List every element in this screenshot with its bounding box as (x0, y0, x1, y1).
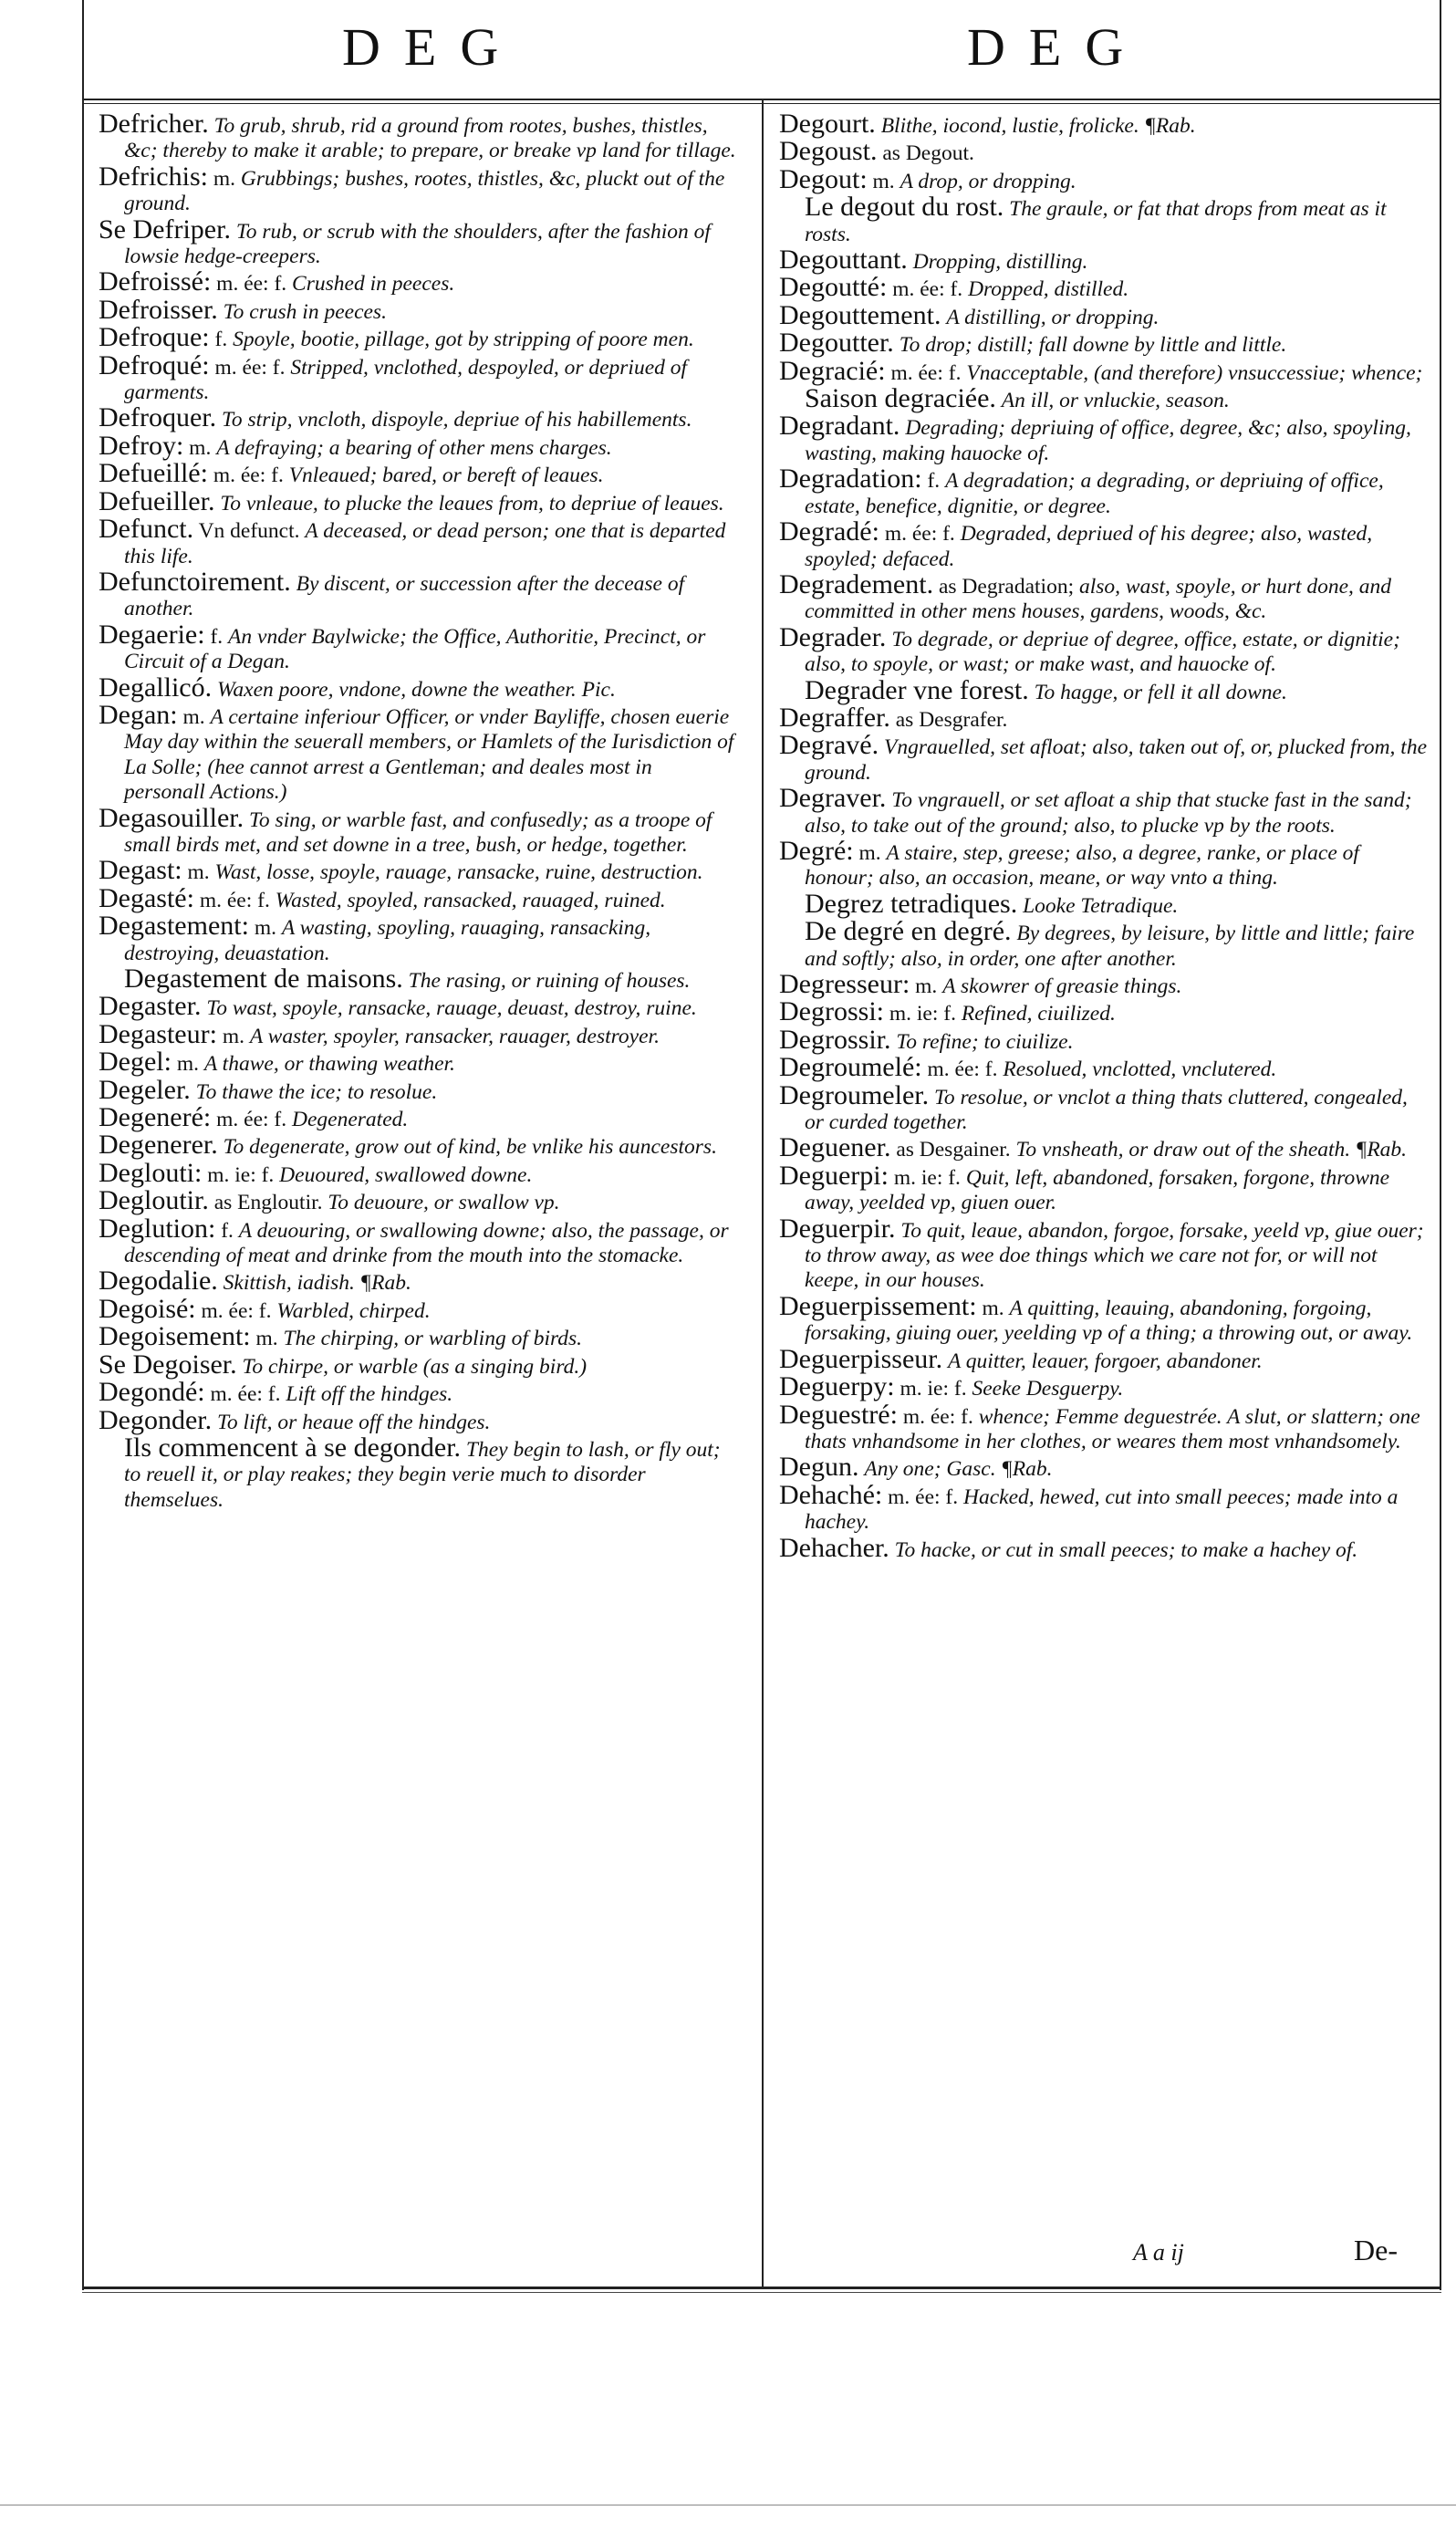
grammar-note: f. (214, 328, 228, 352)
grammar-note: m. ée: f. (884, 522, 955, 547)
dictionary-entry (99, 913, 737, 966)
headword: Defrichis: (99, 161, 208, 192)
headword: Degel: (99, 1047, 172, 1078)
headword: Degraver. (779, 783, 887, 814)
bottom-rule (82, 2287, 1441, 2289)
grammar-note: m. (182, 704, 205, 729)
headword: Degrossir. (779, 1024, 891, 1055)
dictionary-entry (779, 163, 1429, 194)
definition: Stripped, vnclothed, despoyled, or depriued of garments. (124, 355, 688, 405)
grammar-note: m. (872, 169, 895, 193)
headword: Se Defriper. (99, 214, 231, 245)
dictionary-entry (779, 299, 1429, 330)
grammar-note: m. ie: f. (893, 1165, 961, 1190)
dictionary-entry (779, 1479, 1429, 1536)
grammar-note: m. ée: f. (892, 277, 963, 302)
definition: Vnleaued; bared, or bereft of leaues. (288, 464, 604, 488)
definition: Blithe, iocond, lustie, frolicke. ¶Rab. (880, 114, 1196, 138)
definition: Degraded, depriued of his degree; also, wasted, spoyled; defaced. (805, 522, 1373, 571)
dictionary-entry (99, 266, 737, 297)
definition: Vnacceptable, (and therefore) vnsuccessiue; whence; (966, 360, 1423, 385)
dictionary-entry (779, 1160, 1429, 1216)
definition: Deuoured, swallowed downe. (279, 1162, 533, 1187)
definition: Seeke Desguerpy. (972, 1377, 1124, 1401)
grammar-note: m. (858, 840, 881, 865)
dictionary-entry (99, 966, 737, 994)
definition: Crushed in peeces. (292, 272, 455, 297)
headword: Degasté: (99, 882, 194, 913)
dictionary-entry (779, 413, 1429, 466)
definition: To hagge, or fell it all downe. (1034, 680, 1287, 704)
headword: Degan: (99, 699, 178, 730)
dictionary-entry (779, 621, 1429, 678)
grammar-note: m. (222, 1024, 244, 1048)
definition: To crush in peeces. (223, 299, 387, 324)
definition: To wast, spoyle, ransacke, rauage, deuast, destroy, ruine. (206, 996, 697, 1021)
grammar-note: m. (254, 916, 276, 941)
headword: Degallicó. (99, 672, 213, 703)
grammar-note: m. ée: f. (213, 464, 284, 488)
definition: To vnsheath, or draw out of the sheath. ¶Rab. (1015, 1138, 1408, 1162)
headword: Deguestré: (779, 1399, 898, 1430)
definition: The graule, or fat that drops from meat as it rosts. (805, 197, 1387, 246)
grammar-note: m. ée: f. (214, 355, 286, 380)
definition: The chirping, or warbling of birds. (283, 1327, 583, 1351)
headword: Defroquer. (99, 402, 217, 433)
headword: Deguerpissement: (779, 1290, 977, 1321)
dictionary-entry (99, 1377, 737, 1408)
definition: Waxen poore, vndone, downe the weather. Pic. (217, 677, 616, 702)
headword: Degonder. (99, 1404, 213, 1435)
dictionary-entry (99, 161, 737, 217)
definition: Wast, losse, spoyle, rauage, ransacke, ruine, destruction. (214, 860, 703, 885)
dictionary-entry (779, 674, 1429, 705)
definition: Wasted, spoyled, ransacked, rauaged, ruined. (275, 888, 666, 912)
definition: To refine; to ciuilize. (896, 1029, 1074, 1054)
definition: Degrading; depriuing of office, degree, &c; also, spoyling, wasting, making hauocke of. (805, 416, 1411, 465)
definition: To resolue, or vnclot a thing thats cluttered, congealed, or curded together. (805, 1085, 1408, 1135)
dictionary-entry (99, 214, 737, 270)
headword: Degradant. (779, 411, 900, 442)
headword: Degrez tetradiques. (805, 888, 1018, 919)
dictionary-entry (779, 702, 1429, 733)
signature-mark: A a ij (1133, 2239, 1184, 2266)
dictionary-entry (779, 730, 1429, 786)
definition: A distilling, or dropping. (946, 305, 1160, 329)
definition: To hacke, or cut in small peeces; to make a hachey of. (894, 1537, 1358, 1562)
headword: Ils commencent à se degonder. (124, 1432, 462, 1463)
right-border-rule (1440, 0, 1441, 2290)
definition: Hacked, hewed, cut into small peeces; made into a hachey. (805, 1484, 1399, 1535)
headword: Degrader. (779, 621, 887, 652)
dictionary-entry (99, 619, 737, 675)
definition: To vngrauell, or set afloat a ship that stucke fast in the sand; also, to take out of the ground; also, to plucke vp by the roots. (805, 788, 1412, 838)
dictionary-entry (779, 783, 1429, 839)
headword: Degraffer. (779, 702, 890, 733)
definition: To rub, or scrub with the shoulders, after the fashion of lowsie hedge-creepers. (124, 219, 711, 269)
headword: Degaerie: (99, 619, 205, 650)
grammar-note: m. ée: f. (216, 1108, 287, 1132)
dictionary-entry (779, 111, 1429, 139)
headword: Degondé: (99, 1377, 205, 1408)
headword: Degeneré: (99, 1102, 212, 1133)
grammar-note: m. ée: f. (201, 1298, 272, 1323)
definition: A deuouring, or swallowing downe; also, the passage, or descending of meat and drinke from the mouth into the stomacke. (124, 1218, 729, 1268)
grammar-note: f. (927, 469, 941, 494)
headword: Deguerpir. (779, 1213, 896, 1244)
headword: Degastement de maisons. (124, 964, 403, 994)
headword: Degouttant. (779, 245, 908, 276)
definition: A drop, or dropping. (900, 169, 1076, 193)
definition: An vnder Baylwicke; the Office, Authoritie, Precinct, or Circuit of a Degan. (124, 624, 706, 674)
dictionary-entry (99, 1432, 737, 1513)
grammar-note: m. (982, 1296, 1004, 1320)
grammar-note: m. ie: f. (889, 1002, 956, 1026)
definition: Dropped, distilled. (968, 277, 1129, 302)
grammar-note: m. (187, 860, 210, 885)
headword: Degoisé: (99, 1293, 196, 1324)
definition: To chirpe, or warble (as a singing bird.) (242, 1354, 588, 1379)
headword: Defueiller. (99, 485, 215, 516)
headword: Le degout du rost. (805, 192, 1004, 223)
grammar-note: Vn defunct. (198, 519, 300, 544)
grammar-note: f. (210, 624, 224, 649)
dictionary-entry (99, 1321, 737, 1352)
definition: A waster, spoyler, ransacker, rauager, destroyer. (249, 1024, 660, 1048)
definition: To sing, or warble fast, and confusedly; as a troope of small birds met, and set downe in a tree, bush, or hedge, together. (124, 807, 712, 857)
catchword: De- (1354, 2234, 1398, 2266)
dictionary-entry (779, 1371, 1429, 1402)
headword: Defroqué: (99, 349, 210, 380)
headword: Degroumelé: (779, 1052, 922, 1083)
left-border-rule (82, 0, 84, 2290)
dictionary-entry (779, 1024, 1429, 1055)
definition: To grub, shrub, rid a ground from rootes, bushes, thistles, &c; thereby to make it arable; to prepare, or breake vp land for tillage. (124, 114, 736, 163)
definition: To quit, leaue, abandon, forgoe, forsake, yeeld vp, giue ouer; to throw away, as wee doe things which we care not for, or will not keepe, in our houses. (805, 1218, 1424, 1293)
headword: Defueillé: (99, 458, 208, 489)
bottom-rule-inner (82, 2292, 1441, 2293)
dictionary-entry (779, 355, 1429, 386)
dictionary-entry (779, 1290, 1429, 1347)
dictionary-entry (99, 882, 737, 913)
definition: A degradation; a degrading, or depriuing of office, estate, benefice, dignitie, or degree. (805, 469, 1384, 518)
dictionary-entry (779, 272, 1429, 303)
headword: Degeler. (99, 1074, 191, 1105)
headword: Se Degoiser. (99, 1349, 237, 1380)
dictionary-entry (99, 1213, 737, 1269)
dictionary-entry (779, 996, 1429, 1027)
dictionary-entry (99, 855, 737, 886)
dictionary-entry (99, 111, 737, 164)
dictionary-entry (779, 1343, 1429, 1374)
dictionary-entry (99, 802, 737, 859)
definition: A deceased, or dead person; one that is departed this life. (124, 519, 726, 568)
definition: Vngrauelled, set afloat; also, taken out of, or, plucked from, the ground. (805, 735, 1428, 785)
headword: Deguerpi: (779, 1160, 889, 1191)
dictionary-entry (99, 458, 737, 489)
headword: Degradement. (779, 568, 934, 599)
definition: To strip, vncloth, dispoyle, depriue of his habillements. (222, 408, 692, 432)
definition: A staire, step, greese; also, a degree, ranke, or place of honour; also, an occasion, meane, or way vnto a thing. (805, 840, 1359, 891)
headword: Deguener. (779, 1132, 891, 1163)
dictionary-entry (99, 566, 737, 622)
headword: Degoutté: (779, 272, 888, 303)
definition: Grubbings; bushes, rootes, thistles, &c, pluckt out of the ground. (124, 166, 725, 216)
headword: Dehaché: (779, 1479, 883, 1510)
dictionary-entry (99, 294, 737, 325)
dictionary-page (82, 0, 1441, 2521)
headword: Defunct. (99, 514, 194, 545)
headword: Degradation: (779, 464, 922, 495)
dictionary-entry (779, 516, 1429, 572)
dictionary-entry (99, 349, 737, 406)
definition: Lift off the hindges. (286, 1382, 453, 1407)
dictionary-entry (779, 916, 1429, 972)
dictionary-entry (779, 330, 1429, 358)
grammar-note: m. (176, 1052, 199, 1077)
headword: Saison degraciée. (805, 383, 996, 414)
headword: Defunctoirement. (99, 566, 291, 597)
grammar-note: m. (189, 435, 212, 460)
dictionary-entry (99, 516, 737, 569)
dictionary-entry (99, 1157, 737, 1188)
headword: Degravé. (779, 730, 879, 761)
dictionary-entry (779, 466, 1429, 519)
headword: Degast: (99, 855, 182, 886)
definition: To deuoure, or swallow vp. (328, 1191, 560, 1215)
grammar-note: m. (915, 974, 938, 998)
headword: Dehacher. (779, 1532, 889, 1563)
dictionary-entry (99, 1293, 737, 1324)
headword: Degoust. (779, 136, 878, 167)
headword: Degoisement: (99, 1321, 251, 1352)
grammar-note: m. ée: f. (890, 360, 962, 385)
grammar-note: m. ie: f. (207, 1162, 275, 1187)
column-divider (762, 99, 764, 2288)
grammar-note: as Engloutir. (213, 1191, 323, 1215)
headword: Degourt. (779, 109, 876, 139)
definition: By degrees, by leisure, by little and little; faire and softly; also, in order, one after another. (805, 922, 1415, 971)
dictionary-entry (99, 1074, 737, 1105)
headword: Degouttement. (779, 299, 941, 330)
definition: To lift, or heaue off the hindges. (217, 1410, 491, 1434)
definition: An ill, or vnluckie, season. (1001, 389, 1230, 413)
headword: De degré en degré. (805, 916, 1012, 947)
grammar-note: as Desgainer. (896, 1138, 1011, 1162)
dictionary-entry (779, 1532, 1429, 1563)
headword: Degracié: (779, 355, 886, 386)
definition: A quitting, leauing, abandoning, forgoing, forsaking, giuing ouer, yeelding vp of a thing; a throwing out, or away. (805, 1296, 1413, 1346)
headword: Degastement: (99, 911, 249, 942)
grammar-note: m. ée: f. (888, 1484, 959, 1509)
definition: A skowrer of greasie things. (942, 974, 1182, 998)
dictionary-entry (99, 1049, 737, 1077)
headword: Degasouiller. (99, 802, 244, 833)
dictionary-entry (779, 969, 1429, 999)
dictionary-entry (99, 1102, 737, 1133)
definition: Looke Tetradique. (1023, 893, 1179, 918)
headword: Degrossi: (779, 996, 884, 1027)
headword: Degout: (779, 163, 868, 194)
grammar-note: m. ée: f. (927, 1057, 998, 1082)
definition: A defraying; a bearing of other mens charges. (216, 435, 612, 460)
dictionary-entry (779, 835, 1429, 891)
dictionary-entry (99, 1404, 737, 1435)
dictionary-entry (779, 1213, 1429, 1294)
dictionary-entry (779, 1399, 1429, 1455)
dictionary-entry (99, 699, 737, 806)
headword: Defroy: (99, 430, 184, 461)
dictionary-entry (779, 1052, 1429, 1083)
dictionary-entry (99, 402, 737, 433)
grammar-note: as Degradation; (938, 574, 1075, 599)
definition: To degrade, or depriue of degree, office, estate, or dignitie; also, to spoyle, or wast; or make wast, and hauocke of. (805, 627, 1400, 677)
grammar-note: m. ie: f. (900, 1377, 967, 1401)
headword: Degré: (779, 835, 854, 866)
grammar-note: m. ée: f. (199, 888, 270, 912)
headword: Degaster. (99, 991, 202, 1022)
definition: A thawe, or thawing weather. (203, 1052, 455, 1077)
grammar-note: m. ée: f. (210, 1382, 281, 1407)
definition: whence; Femme deguestrée. A slut, or slattern; one thats vnhandsome in her clothes, or weares them most vnhandsomely. (805, 1404, 1420, 1453)
definition: Spoyle, bootie, pillage, got by stripping of poore men. (233, 328, 694, 352)
dictionary-entry (779, 1132, 1429, 1163)
grammar-note: m. ée: f. (216, 272, 287, 297)
headword: Degradé: (779, 516, 879, 547)
headword: Defricher. (99, 109, 209, 139)
definition: The rasing, or ruining of houses. (408, 969, 691, 993)
definition: Warbled, chirped. (276, 1298, 431, 1323)
dictionary-entry (779, 568, 1429, 625)
definition: They begin to lash, or fly out; to reuell it, or play reakes; they begin verie much to disorder themselues. (124, 1437, 721, 1512)
dictionary-entry (779, 1454, 1429, 1482)
definition: also, wast, spoyle, or hurt done, and committed in other mens houses, gardens, woods, &c. (805, 574, 1392, 624)
grammar-note: m. (213, 166, 235, 191)
dictionary-entry (779, 383, 1429, 414)
headword: Deglouti: (99, 1157, 203, 1188)
headword: Defroissé: (99, 266, 212, 297)
definition: To vnleaue, to plucke the leaues from, to depriue of leaues. (220, 491, 724, 516)
headword: Defroisser. (99, 294, 218, 325)
running-head-right: DEG (967, 17, 1148, 77)
dictionary-entry (99, 1132, 737, 1160)
definition: By discent, or succession after the decease of another. (124, 571, 685, 621)
definition: Resolued, vnclotted, vnclutered. (1003, 1057, 1277, 1082)
definition: To degenerate, grow out of kind, be vnlike his auncestors. (223, 1135, 717, 1160)
dictionary-entry (99, 991, 737, 1022)
grammar-note: m. ée: f. (902, 1404, 973, 1429)
headword: Degroumeler. (779, 1079, 930, 1110)
definition: A wasting, spoyling, rauaging, ransacking, destroying, deuastation. (124, 916, 651, 965)
headword: Deguerpy: (779, 1371, 895, 1402)
definition: Any one; Gasc. ¶Rab. (864, 1457, 1053, 1482)
dictionary-entry (99, 1349, 737, 1380)
dictionary-entry (779, 888, 1429, 919)
dictionary-entry (99, 485, 737, 516)
definition: A quitter, leauer, forgoer, abandoner. (948, 1349, 1263, 1373)
dictionary-entry (779, 194, 1429, 247)
dictionary-entry (779, 1079, 1429, 1136)
left-column (99, 111, 737, 1513)
definition: Quit, left, abandoned, forsaken, forgone, throwne away, yeelded vp, giuen ouer. (805, 1165, 1390, 1215)
definition: Skittish, iadish. ¶Rab. (223, 1271, 411, 1296)
dictionary-entry (99, 1185, 737, 1216)
definition: Refined, ciuilized. (961, 1002, 1116, 1026)
grammar-note: m. (255, 1327, 278, 1351)
grammar-note: as Desgrafer. (895, 707, 1008, 732)
dictionary-entry (99, 672, 737, 703)
headword: Degasteur: (99, 1018, 217, 1049)
definition: Dropping, distilling. (912, 250, 1088, 275)
definition: To drop; distill; fall downe by little and little. (899, 333, 1287, 358)
headword: Degun. (779, 1452, 859, 1483)
grammar-note: f. (221, 1218, 234, 1243)
dictionary-entry (779, 247, 1429, 275)
dictionary-entry (779, 136, 1429, 167)
headword: Degoutter. (779, 328, 894, 359)
dictionary-entry (99, 322, 737, 353)
grammar-note: as Degout. (882, 141, 974, 166)
headword: Deguerpisseur. (779, 1343, 943, 1374)
dictionary-entry (99, 1018, 737, 1049)
definition: To thawe the ice; to resolue. (195, 1079, 438, 1104)
dictionary-entry (99, 1268, 737, 1296)
headword: Degrader vne forest. (805, 674, 1029, 705)
headword: Degloutir. (99, 1185, 209, 1216)
headword: Degresseur: (779, 969, 910, 999)
right-column (779, 111, 1429, 1563)
definition: Degenerated. (292, 1108, 409, 1132)
headword: Degodalie. (99, 1266, 218, 1297)
headword: Degenerer. (99, 1130, 218, 1161)
running-head-left: DEG (342, 17, 523, 77)
headword: Deglution: (99, 1213, 216, 1244)
headword: Defroque: (99, 322, 210, 353)
dictionary-entry (99, 430, 737, 461)
definition: A certaine inferiour Officer, or vnder Bayliffe, chosen euerie May day within the seuerall members, or Hamlets of the Iurisdiction of La Solle; (hee cannot arrest a Gentleman; and deales most in personall Actions.) (124, 704, 734, 805)
